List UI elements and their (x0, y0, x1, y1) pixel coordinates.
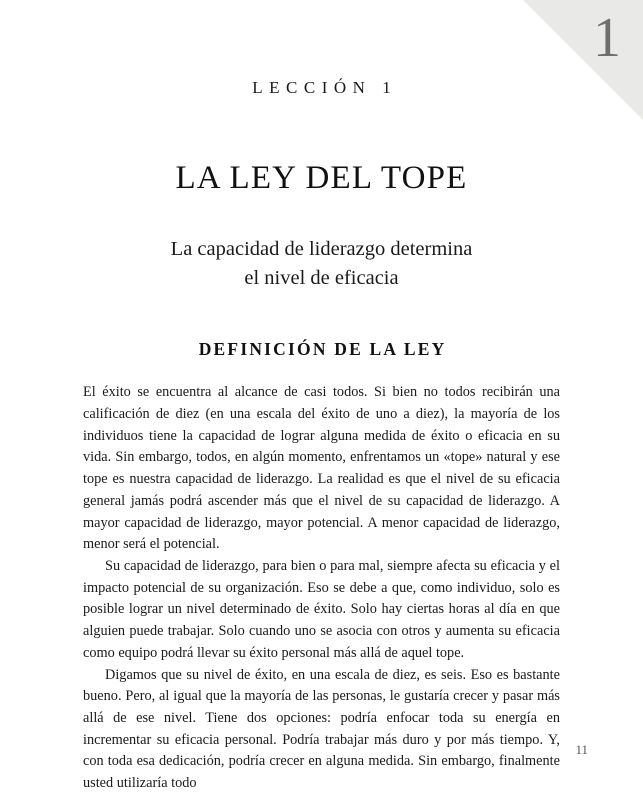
chapter-subtitle-line-1: La capacidad de liderazgo determina (170, 238, 473, 260)
section-heading: DEFINICIÓN DE LA LEY (198, 339, 447, 360)
page-number: 11 (575, 742, 588, 757)
body-text (83, 382, 560, 795)
lesson-label: LECCIÓN 1 (252, 78, 398, 97)
page-content (83, 0, 560, 795)
chapter-subtitle-line-2: el nivel de eficacia (244, 267, 399, 290)
paragraph: El éxito se encuentra al alcance de casi todos. Si bien no todos recibirán una calificación de diez (en una escala del éxito de uno a diez), la mayoría de los individuos tiene la capacidad de lograr alguna medida de éxito o eficacia en su vida. Sin embargo, todos, en algún momento, enfrentamos un «tope» natural y ese tope es nuestra capacidad de liderazgo. La realidad es que el nivel de su eficacia general jamás podrá ascender más que el nivel de su capacidad de liderazgo. A mayor capacidad de liderazgo, mayor potencial. A menor capacidad de liderazgo, menor será el potencial. (83, 384, 560, 553)
page-title: LA LEY DEL TOPE (175, 160, 468, 196)
chapter-subtitle (83, 235, 560, 293)
paragraph: Su capacidad de liderazgo, para bien o para mal, siempre afecta su eficacia y el impacto potencial de su organización. Eso se debe a que, como individuo, solo es posible lograr un nivel determinado de éxito. Solo hay ciertas horas al día en que alguien puede trabajar. Solo cuando uno se asocia con otros y aumenta su eficacia como equipo podrá llevar su éxito personal más allá de aquel tope. (83, 557, 560, 661)
paragraph: Digamos que su nivel de éxito, en una escala de diez, es seis. Eso es bastante bueno. Pero, al igual que la mayoría de las personas, le gustaría crecer y pasar más allá de ese nivel. Tiene dos opciones: podría enfocar toda su energía en incrementar su eficacia personal. Podría trabajar más duro y por más tiempo. Y, con toda esa dedicación, podría crecer en alguna medida. Sin embargo, finalmente usted utilizaría todo (83, 666, 560, 792)
chapter-number: 1 (593, 7, 621, 69)
